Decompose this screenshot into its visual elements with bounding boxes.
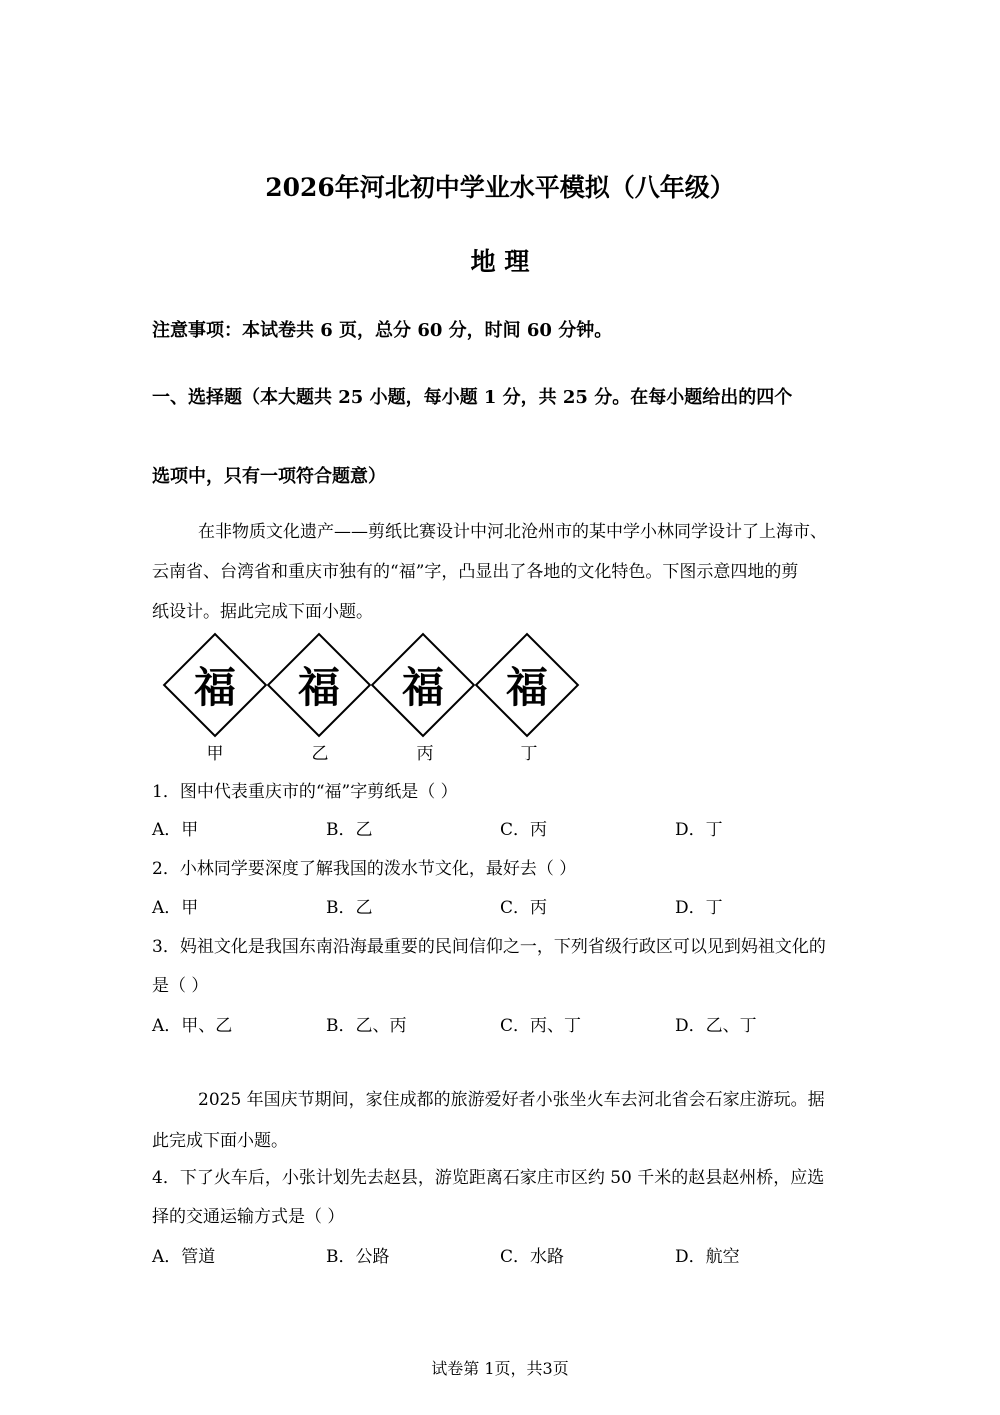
subject-title: 地 理: [470, 247, 530, 276]
passage1-line1: 在非物质文化遗产——剪纸比赛设计中河北沧州市的某中学小林同学设计了上海市、: [198, 522, 827, 542]
passage2-line2: 此完成下面小题。: [152, 1131, 288, 1151]
papercut-bing: [373, 635, 473, 735]
option-b[interactable]: B．公路: [326, 1247, 390, 1267]
papercut-yi: [269, 635, 369, 735]
passage2-line1: 2025 年国庆节期间，家住成都的旅游爱好者小张坐火车去河北省会石家庄游玩。据: [198, 1090, 825, 1110]
option-c[interactable]: C．丙: [500, 820, 548, 840]
question-3-stem: 3．妈祖文化是我国东南沿海最重要的民间信仰之一，下列省级行政区可以见到妈祖文化的: [152, 937, 826, 957]
option-d[interactable]: D．航空: [675, 1247, 740, 1267]
option-d[interactable]: D．乙、丁: [675, 1016, 757, 1036]
option-b[interactable]: B．乙、丙: [326, 1016, 407, 1036]
fu-glyph-yi: 福: [297, 663, 340, 712]
option-d[interactable]: D．丁: [675, 820, 723, 840]
option-b[interactable]: B．乙: [326, 820, 373, 840]
option-b[interactable]: B．乙: [326, 898, 373, 918]
option-c[interactable]: C．水路: [500, 1247, 565, 1267]
passage1-line2: 云南省、台湾省和重庆市独有的“福”字，凸显出了各地的文化特色。下图示意四地的剪: [152, 562, 799, 582]
papercut-jia: [165, 635, 265, 735]
option-a[interactable]: A．管道: [152, 1247, 216, 1267]
question-4-stem-cont: 择的交通运输方式是（ ）: [152, 1207, 345, 1227]
fu-glyph-ding: 福: [505, 663, 548, 712]
papercut-figure: [165, 635, 585, 765]
option-c[interactable]: C．丙、丁: [500, 1016, 582, 1036]
page-title: 2026年河北初中学业水平模拟（八年级）: [265, 173, 735, 202]
figure-label-jia: 甲: [206, 744, 224, 764]
page-footer: 试卷第 1页，共3页: [431, 1359, 569, 1378]
figure-label-yi: 乙: [311, 744, 329, 764]
figure-label-ding: 丁: [520, 744, 538, 764]
question-4-stem: 4．下了火车后，小张计划先去赵县，游览距离石家庄市区约 50 千米的赵县赵州桥，应选: [152, 1168, 825, 1188]
question-3-stem-cont: 是（ ）: [152, 976, 209, 996]
passage1-line3: 纸设计。据此完成下面小题。: [152, 602, 373, 622]
option-d[interactable]: D．丁: [675, 898, 723, 918]
question-2-stem: 2．小林同学要深度了解我国的泼水节文化，最好去（ ）: [152, 859, 577, 879]
question-1-stem: 1．图中代表重庆市的“福”字剪纸是（ ）: [152, 782, 458, 802]
option-a[interactable]: A．甲、乙: [152, 1016, 233, 1036]
section-heading-line1: 一、选择题（本大题共 25 小题，每小题 1 分，共 25 分。在每小题给出的四个: [152, 387, 793, 408]
fu-glyph-bing: 福: [401, 663, 444, 712]
papercut-ding: [477, 635, 577, 735]
section-heading-line2: 选项中，只有一项符合题意）: [152, 466, 386, 487]
option-c[interactable]: C．丙: [500, 898, 548, 918]
figure-label-bing: 丙: [416, 744, 434, 764]
fu-glyph-jia: 福: [193, 663, 236, 712]
notice: 注意事项：本试卷共 6 页，总分 60 分，时间 60 分钟。: [152, 320, 613, 341]
option-a[interactable]: A．甲: [152, 820, 199, 840]
option-a[interactable]: A．甲: [152, 898, 199, 918]
